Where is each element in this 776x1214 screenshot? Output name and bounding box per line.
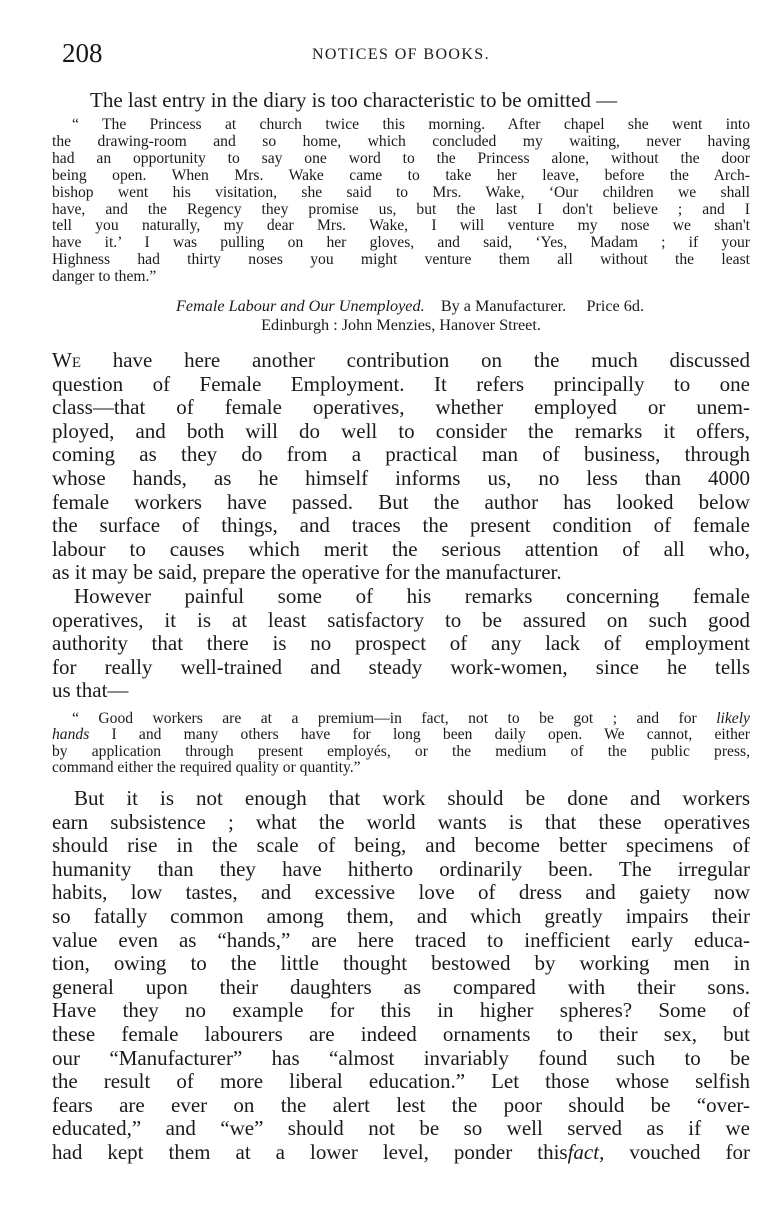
quote-line: had an opportunity to say one word to the Princess alone, without the door — [52, 149, 750, 167]
dropword: We — [52, 348, 81, 373]
quote-line: by application through present employés, or the medium of the public press, — [52, 742, 750, 760]
body-line-text: had kept them at a lower level, ponder this — [52, 1139, 568, 1164]
quote-line — [52, 711, 750, 728]
book-title: Female Labour and Our Unemployed. — [176, 297, 425, 316]
paragraph-1 — [52, 349, 750, 585]
notice-title-row — [52, 297, 750, 316]
quote-line — [52, 727, 750, 744]
body-line — [52, 349, 750, 373]
body-line: However painful some of his remarks concerning female — [74, 584, 750, 608]
body-line: the surface of things, and traces the present condition of female — [52, 513, 750, 538]
body-line: us that— — [52, 678, 129, 703]
body-line: for really well-trained and steady work-women, since he tells — [52, 654, 750, 679]
intro-line: The last entry in the diary is too characteristic to be omitted — — [90, 88, 618, 112]
quote-text: I and many others have for long been daily open. We cannot, either — [111, 726, 750, 744]
quote-line: have it.’ I was pulling on her gloves, and said, ‘Yes, Madam ; if your — [52, 234, 750, 252]
paragraph-3 — [52, 787, 750, 1165]
quote-line: bishop went his visitation, she said to Mrs. Wake, ‘Our children we shall — [52, 183, 750, 201]
body-line: whose hands, as he himself informs us, no less than 4000 — [52, 466, 750, 491]
book-publisher: Edinburgh : John Menzies, Hanover Street. — [261, 316, 541, 335]
page-number: 208 — [62, 38, 103, 68]
quote-line: danger to them.” — [52, 268, 157, 286]
body-line: educated,” and “we” should not be so well served as if we — [52, 1116, 750, 1141]
body-line: operatives, it is at least satisfactory to be assured on such good — [52, 607, 750, 632]
body-line: authority that there is no prospect of any lack of employment — [52, 631, 750, 656]
quote-italic: hands — [52, 726, 90, 744]
quote-line: “ The Princess at church twice this morning. After chapel she went into — [72, 116, 750, 133]
body-line: tion, owing to the little thought bestowed by working men in — [52, 951, 750, 976]
book-price: Price 6d. — [586, 297, 644, 316]
body-line: labour to causes which merit the serious attention of all who, — [52, 536, 750, 561]
quote-text: “ Good workers are at a premium—in fact, not to be got ; and for — [72, 709, 697, 727]
body-line: value even as “hands,” are here traced to inefficient early educa- — [52, 927, 750, 952]
quote-line: being open. When Mrs. Wake came to take her leave, before the Arch- — [52, 166, 750, 184]
body-line: But it is not enough that work should be done and workers — [74, 785, 750, 810]
quote-line: Highness had thirty noses you might venture them all without the least — [52, 251, 750, 269]
body-line: so fatally common among them, and which greatly impairs their — [52, 903, 750, 928]
body-line: the result of more liberal education.” Let those whose selfish — [52, 1069, 750, 1094]
page-header — [52, 38, 750, 74]
quote-line: have, and the Regency they promise us, but the last I don't believe ; and I — [52, 200, 750, 218]
body-line: should rise in the scale of being, and become better specimens of — [52, 833, 750, 858]
quote-line: tell you naturally, my dear Mrs. Wake, I will venture my nose we shan't — [52, 217, 750, 235]
body-line: question of Female Employment. It refers principally to one — [52, 371, 750, 396]
quote-line: the drawing-room and so home, which concluded my waiting, never having — [52, 132, 750, 150]
body-line: these female labourers are indeed ornaments to their sex, but — [52, 1021, 750, 1046]
body-line: earn subsistence ; what the world wants is that these operatives — [52, 809, 750, 834]
body-line: our “Manufacturer” has “almost invariably found such to be — [52, 1045, 750, 1070]
book-notice — [52, 297, 750, 335]
body-line-text: vouched for — [629, 1139, 750, 1164]
workers-quote — [52, 711, 750, 777]
body-line: as it may be said, prepare the operative for the manufacturer. — [52, 560, 562, 585]
diary-quote — [52, 117, 750, 286]
body-line: Have they no example for this in higher spheres? Some of — [52, 998, 750, 1023]
paragraph-2 — [52, 585, 750, 703]
quote-italic: likely — [716, 709, 750, 727]
running-head: NOTICES OF BOOKS. — [311, 46, 491, 63]
body-line: coming as they do from a practical man of business, through — [52, 442, 750, 467]
book-byline: By a Manufacturer. — [440, 297, 567, 316]
quote-line: command either the required quality or quantity.” — [52, 759, 361, 777]
body-line-text: have here another contribution on the much discussed — [112, 348, 751, 373]
body-italic: fact, — [567, 1139, 605, 1164]
body-line: ployed, and both will do well to consider the remarks it offers, — [52, 418, 750, 443]
body-line — [52, 1141, 750, 1165]
body-line: humanity than they have hitherto ordinarily been. The irregular — [52, 856, 750, 881]
body-line: fears are ever on the alert lest the poor should be “over- — [52, 1092, 750, 1117]
body-line: class—that of female operatives, whether employed or unem- — [52, 395, 750, 420]
body-line: general upon their daughters as compared with their sons. — [52, 974, 750, 999]
body-line: female workers have passed. But the author has looked below — [52, 489, 750, 514]
body-line: habits, low tastes, and excessive love of dress and gaiety now — [52, 880, 750, 905]
